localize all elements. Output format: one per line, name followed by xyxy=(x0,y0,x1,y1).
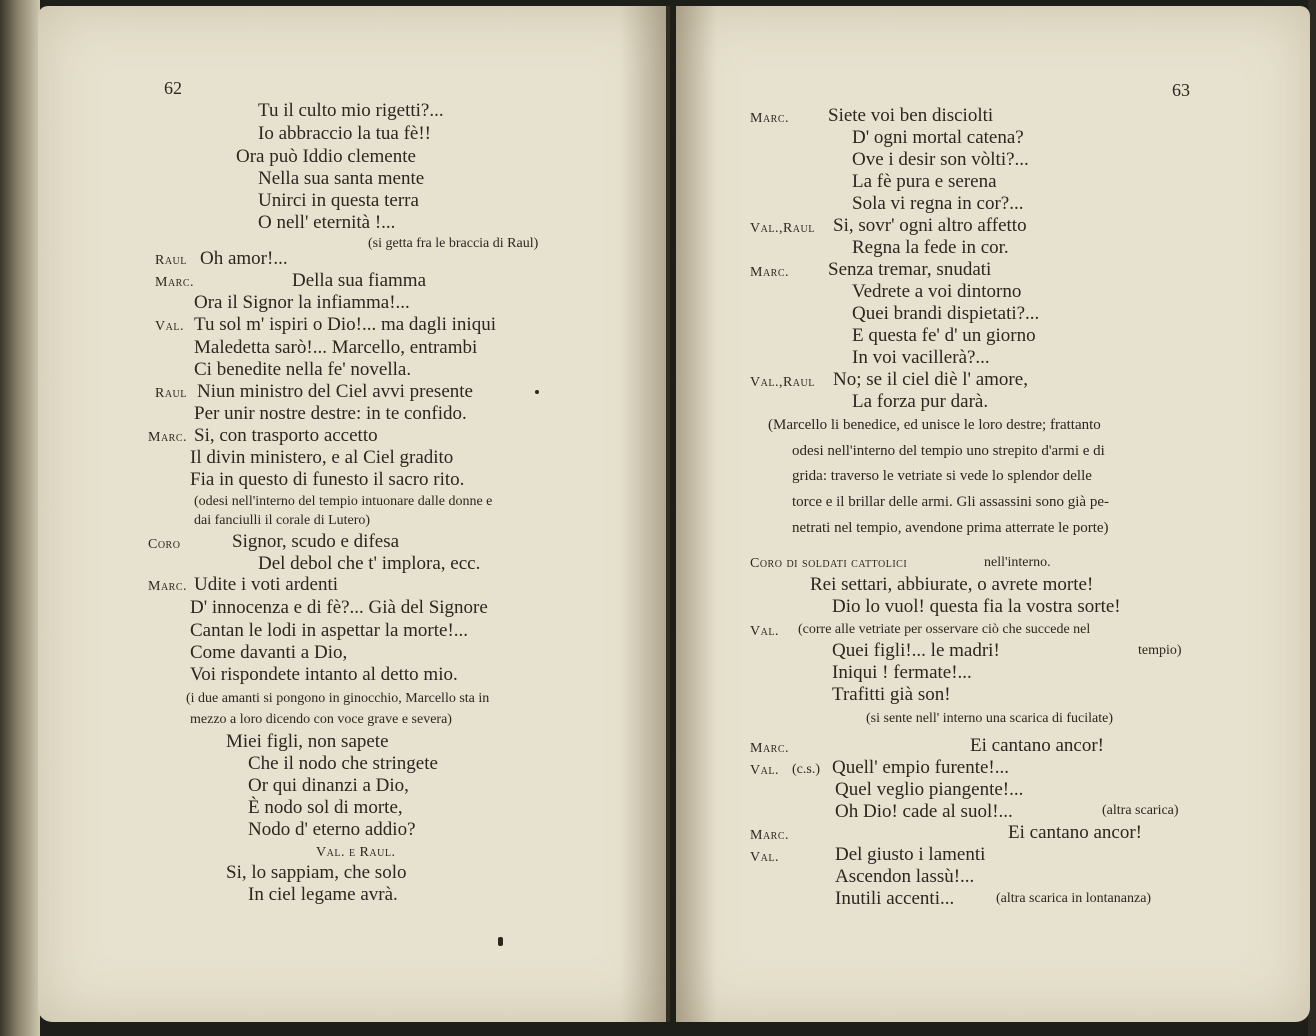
verse-line: Iniqui ! fermate!... xyxy=(832,662,972,683)
speaker-label: Val. xyxy=(750,763,779,778)
verse-line: Che il nodo che stringete xyxy=(248,753,438,774)
stage-direction: tempio) xyxy=(1138,643,1182,658)
page-number-left: 62 xyxy=(164,78,182,98)
speaker-label: Val.,Raul xyxy=(750,375,815,390)
speaker-label: Val. e Raul. xyxy=(316,845,396,860)
verse-line: Si, con trasporto accetto xyxy=(194,425,378,446)
verse-line: È nodo sol di morte, xyxy=(248,797,403,818)
verse-line: In ciel legame avrà. xyxy=(248,884,398,905)
stage-direction: (c.s.) xyxy=(792,762,820,777)
verse-line: Tu il culto mio rigetti?... xyxy=(258,100,444,121)
verse-line: Quel veglio piangente!... xyxy=(835,779,1024,800)
stage-direction: (i due amanti si pongono in ginocchio, Marcello sta in xyxy=(186,691,490,706)
verse-line: Signor, scudo e difesa xyxy=(232,531,400,552)
verse-line: Del giusto i lamenti xyxy=(835,844,986,865)
verse-line: Della sua fiamma xyxy=(292,270,427,291)
verse-line: Ci benedite nella fe' novella. xyxy=(194,359,412,380)
verse-line: Quell' empio furente!... xyxy=(832,757,1010,778)
verse-line: E questa fe' d' un giorno xyxy=(852,325,1036,346)
verse-line: Nodo d' eterno addio? xyxy=(248,819,416,840)
verse-line: Il divin ministero, e al Ciel gradito xyxy=(190,447,454,468)
verse-line: Ora il Signor la infiamma!... xyxy=(194,292,410,313)
verse-line: Trafitti già son! xyxy=(832,684,951,705)
verse-line: Oh Dio! cade al suol!... xyxy=(835,801,1013,822)
verse-line: Oh amor!... xyxy=(200,248,288,269)
verse-line: Siete voi ben disciolti xyxy=(828,105,994,126)
speaker-label: Marc. xyxy=(148,579,188,594)
verse-line: Miei figli, non sapete xyxy=(226,731,389,752)
speaker-label: Marc. xyxy=(155,275,195,290)
stage-direction: netrati nel tempio, avendone prima atterrate le porte) xyxy=(792,520,1109,536)
stage-direction: (corre alle vetriate per osservare ciò che succede nel xyxy=(798,622,1091,637)
verse-line: Ora può Iddio clemente xyxy=(236,146,416,167)
verse-line: D' ogni mortal catena? xyxy=(852,127,1024,148)
speaker-label: Raul xyxy=(155,386,187,401)
verse-line: La fè pura e serena xyxy=(852,171,997,192)
verse-line: Voi rispondete intanto al detto mio. xyxy=(190,664,458,685)
stage-direction: torce e il brillar delle armi. Gli assassini sono già pe- xyxy=(792,494,1109,510)
verse-line: La forza pur darà. xyxy=(852,391,989,412)
speaker-label: Coro di soldati cattolici xyxy=(750,556,908,571)
speaker-note: nell'interno. xyxy=(984,555,1051,570)
gutter-shadow-left xyxy=(620,6,670,1022)
verse-line: Or qui dinanzi a Dio, xyxy=(248,775,409,796)
verse-line: Quei brandi dispietati?... xyxy=(852,303,1040,324)
verse-line: Ove i desir son vòlti?... xyxy=(852,149,1029,170)
speaker-label: Coro xyxy=(148,537,181,552)
speaker-label: Val. xyxy=(750,624,779,639)
speaker-label: Marc. xyxy=(148,430,188,445)
verse-line: Dio lo vuol! questa fia la vostra sorte! xyxy=(832,596,1121,617)
verse-line: Niun ministro del Ciel avvi presente xyxy=(197,381,473,402)
verse-line: Del debol che t' implora, ecc. xyxy=(258,553,481,574)
ink-mark xyxy=(498,937,503,946)
verse-line: Per unir nostre destre: in te confido. xyxy=(194,403,467,424)
stage-direction: grida: traverso le vetriate si vede lo splendor delle xyxy=(792,468,1092,484)
page-number-right: 63 xyxy=(1172,80,1190,100)
stage-direction: (Marcello li benedice, ed unisce le loro destre; frattanto xyxy=(768,417,1101,433)
stage-direction: (altra scarica in lontananza) xyxy=(996,891,1152,906)
speaker-label: Marc. xyxy=(750,111,790,126)
book-edge-left xyxy=(0,0,40,1036)
verse-line: Tu sol m' ispiri o Dio!... ma dagli iniqui xyxy=(194,314,496,335)
verse-line: Ascendon lassù!... xyxy=(835,866,975,887)
stage-direction: (si sente nell' interno una scarica di fucilate) xyxy=(866,711,1114,726)
verse-line: Nella sua santa mente xyxy=(258,168,425,189)
verse-line: In voi vacillerà?... xyxy=(852,347,990,368)
verse-line: Si, sovr' ogni altro affetto xyxy=(833,215,1027,236)
speaker-label: Marc. xyxy=(750,828,790,843)
verse-line: Fia in questo di funesto il sacro rito. xyxy=(190,469,465,490)
verse-line: Udite i voti ardenti xyxy=(194,574,339,595)
speaker-label: Val.,Raul xyxy=(750,221,815,236)
speaker-label: Val. xyxy=(750,850,779,865)
verse-line: Si, lo sappiam, che solo xyxy=(226,862,407,883)
ink-mark xyxy=(535,390,539,394)
verse-line: Vedrete a voi dintorno xyxy=(852,281,1022,302)
verse-line: Maledetta sarò!... Marcello, entrambi xyxy=(194,337,478,358)
verse-line: Rei settari, abbiurate, o avrete morte! xyxy=(810,574,1094,595)
verse-line: Senza tremar, snudati xyxy=(828,259,992,280)
verse-line: Regna la fede in cor. xyxy=(852,237,1009,258)
stage-direction: (altra scarica) xyxy=(1102,803,1179,818)
verse-line: Quei figli!... le madri! xyxy=(832,640,1000,661)
stage-direction: (odesi nell'interno del tempio intuonare dalle donne e xyxy=(194,494,493,509)
speaker-label: Val. xyxy=(155,319,184,334)
stage-direction: dai fanciulli il corale di Lutero) xyxy=(194,513,371,528)
stage-direction: (si getta fra le braccia di Raul) xyxy=(368,236,539,251)
verse-line: Io abbraccio la tua fè!! xyxy=(258,123,432,144)
verse-line: No; se il ciel diè l' amore, xyxy=(833,369,1028,390)
verse-line: D' innocenza e di fè?... Già del Signore xyxy=(190,597,488,618)
verse-line: Inutili accenti... xyxy=(835,888,955,909)
verse-line: Ei cantano ancor! xyxy=(1008,822,1142,843)
stage-direction: odesi nell'interno del tempio uno strepito d'armi e di xyxy=(792,443,1105,459)
speaker-label: Marc. xyxy=(750,265,790,280)
verse-line: Unirci in questa terra xyxy=(258,190,419,211)
verse-line: Come davanti a Dio, xyxy=(190,642,348,663)
verse-line: Ei cantano ancor! xyxy=(970,735,1104,756)
verse-line: O nell' eternità !... xyxy=(258,212,396,233)
stage-direction: mezzo a loro dicendo con voce grave e severa) xyxy=(190,712,452,727)
verse-line: Sola vi regna in cor?... xyxy=(852,193,1024,214)
gutter-shadow-right xyxy=(676,6,716,1022)
verse-line: Cantan le lodi in aspettar la morte!... xyxy=(190,620,469,641)
speaker-label: Raul xyxy=(155,253,187,268)
speaker-label: Marc. xyxy=(750,741,790,756)
